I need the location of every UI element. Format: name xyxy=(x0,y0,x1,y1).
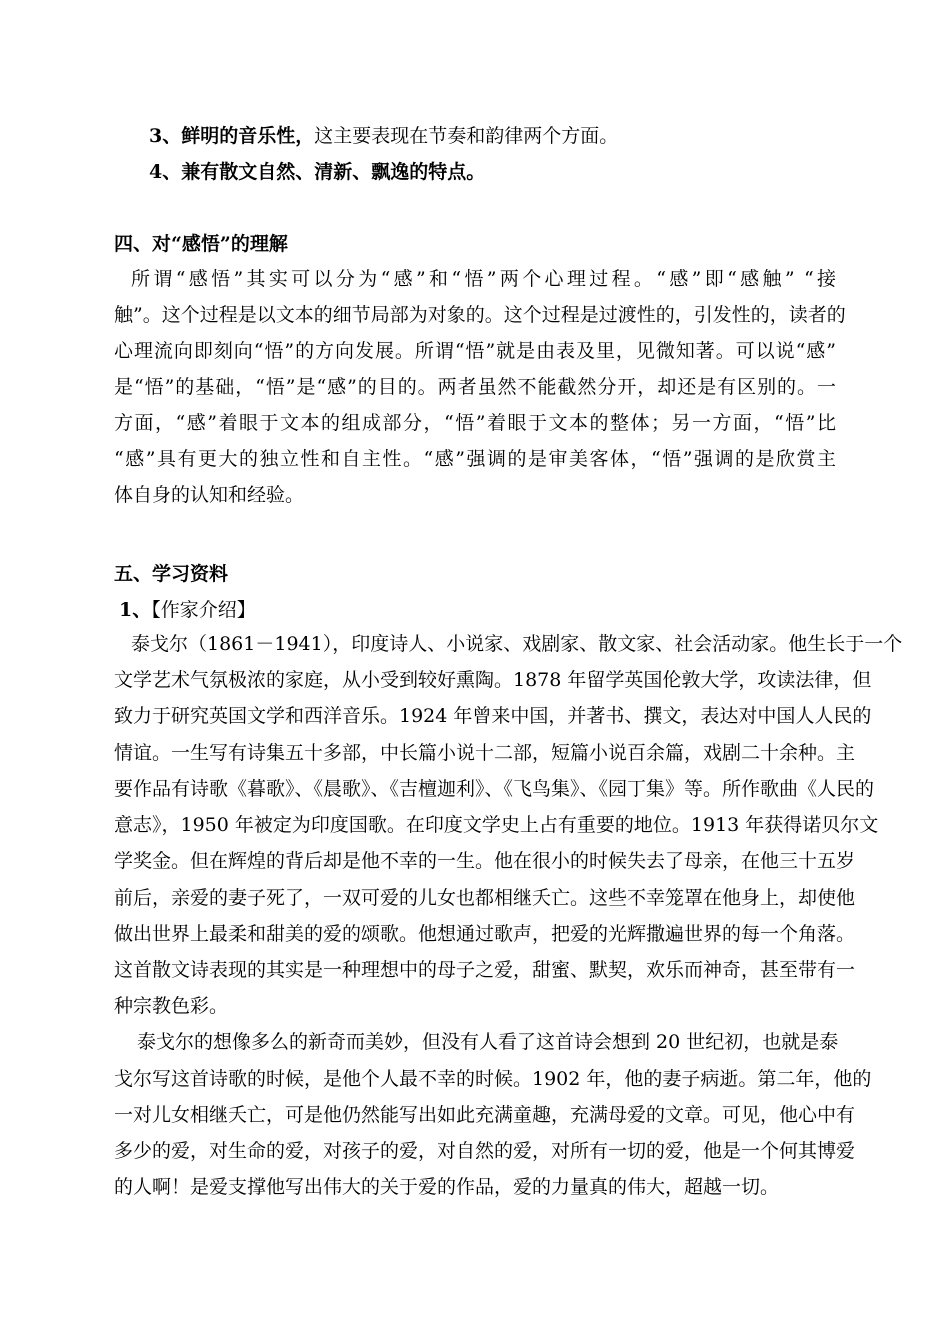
commentary-line: 泰戈尔的想像多么的新奇而美妙，但没有人看了这首诗会想到 20 世纪初，也就是泰 xyxy=(137,1031,839,1053)
feature-item-3-title: 3、鲜明的音乐性， xyxy=(149,125,315,147)
section-4-line: 体自身的认知和经验。 xyxy=(114,484,305,506)
section-4-line: 所谓“感悟”其实可以分为“感”和“悟”两个心理过程。“感”即“感触” “接 xyxy=(131,268,836,290)
section-4-line: “感”具有更大的独立性和自主性。“感”强调的是审美客体，“悟”强调的是欣赏主 xyxy=(114,448,836,470)
author-intro-line: 意志》，1950 年被定为印度国歌。在印度文学史上占有重要的地位。1913 年获得诺贝尔文 xyxy=(114,814,879,836)
subheading-number: 1、 xyxy=(119,599,152,621)
author-intro-line: 种宗教色彩。 xyxy=(114,995,229,1017)
section-4-line: 触”。这个过程是以文本的细节局部为对象的。这个过程是过渡性的，引发性的，读者的 xyxy=(114,304,846,326)
author-intro-line: 这首散文诗表现的其实是一种理想中的母子之爱，甜蜜、默契，欢乐而神奇，甚至带有一 xyxy=(114,959,856,981)
commentary-line: 戈尔写这首诗歌的时候，是他个人最不幸的时候。1902 年，他的妻子病逝。第二年，他的 xyxy=(114,1068,872,1090)
subheading-text: 【作家介绍】 xyxy=(151,599,256,621)
commentary-line: 的人啊！是爱支撑他写出伟大的关于爱的作品，爱的力量真的伟大，超越一切。 xyxy=(114,1176,780,1198)
author-intro-line: 致力于研究英国文学和西洋音乐。1924 年曾来中国，并著书、撰文，表达对中国人人民的 xyxy=(114,705,872,727)
author-intro-line: 要作品有诗歌《暮歌》、《晨歌》、《吉檀迦利》、《飞鸟集》、《园丁集》等。所作歌曲《人民的 xyxy=(114,778,875,800)
feature-item-3 xyxy=(149,123,871,149)
section-5-heading: 五、学习资料 xyxy=(114,563,229,585)
author-intro-line: 做出世界上最柔和甜美的爱的颂歌。他想通过歌声，把爱的光辉撒遍世界的每一个角落。 xyxy=(114,923,856,945)
feature-item-4: 4、兼有散文自然、清新、飘逸的特点。 xyxy=(149,161,486,183)
author-intro-line: 学奖金。但在辉煌的背后却是他不幸的一生。他在很小的时候失去了母亲，在他三十五岁 xyxy=(114,850,856,872)
section-4-line: 方面，“感”着眼于文本的组成部分，“悟”着眼于文本的整体；另一方面，“悟”比 xyxy=(114,412,836,434)
section-4-line: 是“悟”的基础，“悟”是“感”的目的。两者虽然不能截然分开，却还是有区别的。一 xyxy=(114,376,836,398)
commentary-line: 多少的爱，对生命的爱，对孩子的爱，对自然的爱，对所有一切的爱，他是一个何其博爱 xyxy=(114,1140,856,1162)
commentary-line: 一对儿女相继夭亡，可是他仍然能写出如此充满童趣，充满母爱的文章。可见，他心中有 xyxy=(114,1104,856,1126)
author-intro-subheading xyxy=(119,597,841,623)
author-intro-line: 情谊。一生写有诗集五十多部，中长篇小说十二部，短篇小说百余篇，戏剧二十余种。主 xyxy=(114,742,856,764)
section-4-line: 心理流向即刻向“悟”的方向发展。所谓“悟”就是由表及里，见微知著。可以说“感” xyxy=(114,340,836,362)
feature-item-3-text: 这主要表现在节奏和韵律两个方面。 xyxy=(314,125,619,147)
author-intro-line: 文学艺术气氛极浓的家庭，从小受到较好熏陶。1878 年留学英国伦敦大学，攻读法律，但 xyxy=(114,669,872,691)
author-intro-line: 泰戈尔（1861－1941），印度诗人、小说家、戏剧家、散文家、社会活动家。他生长于一个 xyxy=(131,633,903,655)
section-4-heading: 四、对“感悟”的理解 xyxy=(114,233,288,255)
author-intro-line: 前后，亲爱的妻子死了，一双可爱的儿女也都相继夭亡。这些不幸笼罩在他身上，却使他 xyxy=(114,887,856,909)
